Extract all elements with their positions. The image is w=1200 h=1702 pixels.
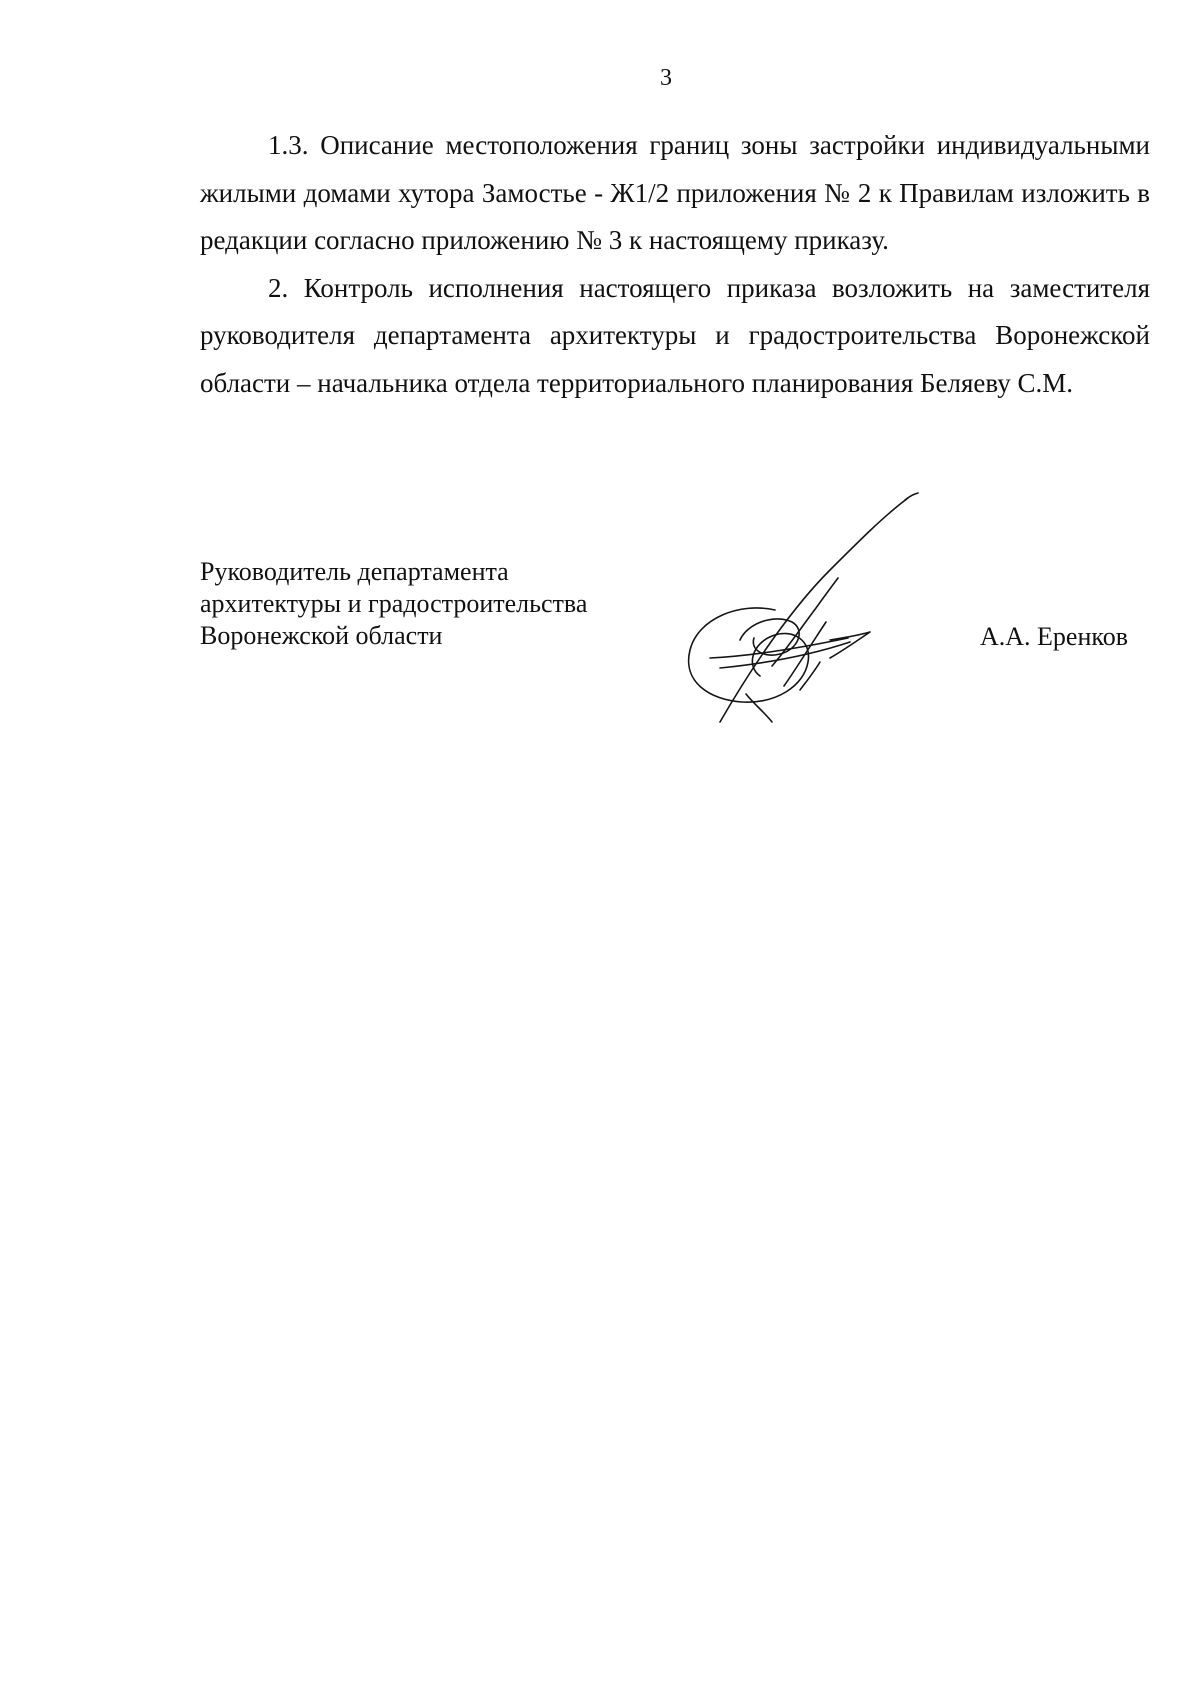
paragraph-2: 2. Контроль исполнения настоящего приказа возложить на заместителя руководителя департамента архитектуры и градостроительства Воронежской области – начальника отдела территориального планирования Беляеву С.М.: [200, 272, 1150, 398]
page-number: 3: [660, 65, 672, 91]
signatory-position: [200, 556, 620, 652]
signatory-position-line-1: Руководитель департамента: [200, 557, 509, 586]
handwritten-signature-icon: [680, 490, 1000, 740]
order-body: [200, 122, 1150, 407]
signer-name: А.А. Еренков: [980, 622, 1128, 651]
signatory-position-line-3: Воронежской области: [200, 621, 443, 650]
paragraph-1-3: 1.3. Описание местоположения границ зоны застройки индивидуальными жилыми домами хутора Замостье - Ж1/2 приложения № 2 к Правилам изложить в редакции согласно приложению № 3 к настоящему приказу.: [200, 130, 1150, 255]
signatory-position-line-2: архитектуры и градостроительства: [200, 589, 588, 618]
